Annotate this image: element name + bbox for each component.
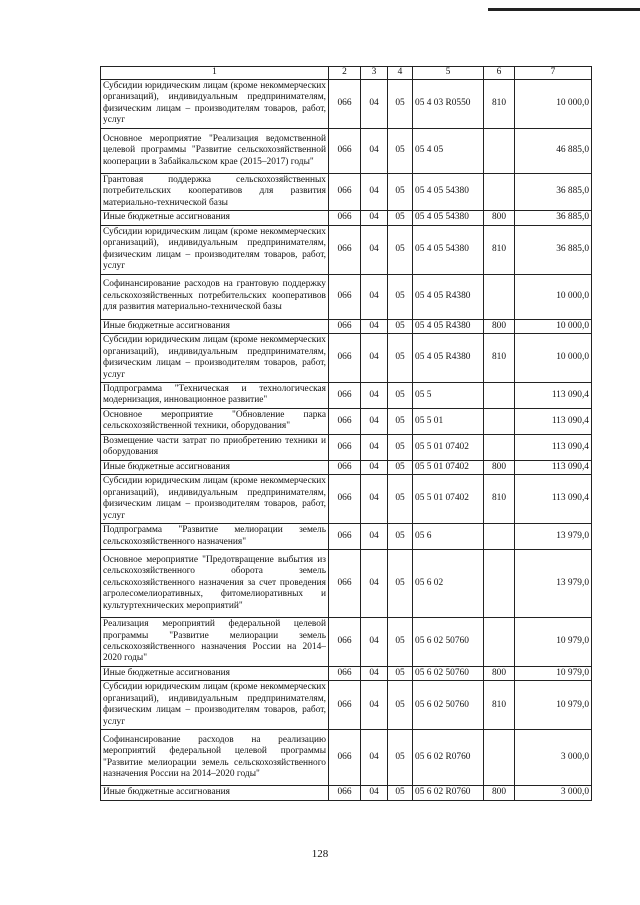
table-cell-section: 04	[361, 319, 388, 333]
table-cell-subsection: 05	[388, 618, 413, 667]
table-cell-subsection: 05	[388, 786, 413, 800]
table-cell-name: Основное мероприятие "Реализация ведомственной целевой программы "Развитие сельскохозяйственной кооперации в Забайкальском крае (2015–2017) годы"	[101, 128, 329, 173]
table-cell-name: Субсидии юридическим лицам (кроме некоммерческих организаций), индивидуальным предпринимателям, физическим лицам – производителям товаров, работ, услуг	[101, 681, 329, 730]
table-cell-expense-type: 800	[484, 460, 515, 474]
table-cell-ministry: 066	[329, 173, 361, 210]
table-cell-target-article: 05 5 01 07402	[413, 434, 484, 460]
table-row	[101, 475, 592, 524]
table-cell-subsection: 05	[388, 550, 413, 618]
table-row	[101, 382, 592, 408]
table-cell-ministry: 066	[329, 666, 361, 680]
table-cell-amount: 10 000,0	[515, 274, 592, 319]
table-cell-name: Подпрограмма "Развитие мелиорации земель сельскохозяйственного назначения"	[101, 524, 329, 550]
table-cell-name: Реализация мероприятий федеральной целевой программы "Развитие мелиорации земель сельскохозяйственного назначения России на 2014–2020 годы"	[101, 618, 329, 667]
table-cell-expense-type: 810	[484, 80, 515, 129]
table-cell-target-article: 05 6 02 50760	[413, 681, 484, 730]
table-cell-ministry: 066	[329, 408, 361, 434]
table-cell-target-article: 05 4 05	[413, 128, 484, 173]
table-cell-subsection: 05	[388, 128, 413, 173]
table-cell-ministry: 066	[329, 524, 361, 550]
table-cell-target-article: 05 6 02	[413, 550, 484, 618]
table-cell-amount: 13 979,0	[515, 550, 592, 618]
table-cell-section: 04	[361, 173, 388, 210]
table-cell-name: Подпрограмма "Техническая и технологическая модернизация, инновационное развитие"	[101, 382, 329, 408]
table-cell-ministry: 066	[329, 334, 361, 383]
table-cell-subsection: 05	[388, 225, 413, 274]
table-cell-section: 04	[361, 681, 388, 730]
header-col-3: 3	[361, 67, 388, 80]
table-row	[101, 434, 592, 460]
table-cell-name: Субсидии юридическим лицам (кроме некоммерческих организаций), индивидуальным предпринимателям, физическим лицам – производителям товаров, работ, услуг	[101, 334, 329, 383]
table-cell-amount: 36 885,0	[515, 225, 592, 274]
table-cell-amount: 113 090,4	[515, 408, 592, 434]
table-row	[101, 524, 592, 550]
table-cell-name: Иные бюджетные ассигнования	[101, 319, 329, 333]
table-cell-ministry: 066	[329, 460, 361, 474]
table-cell-target-article: 05 5 01 07402	[413, 475, 484, 524]
table-cell-amount: 36 885,0	[515, 211, 592, 225]
table-cell-target-article: 05 6 02 R0760	[413, 730, 484, 786]
header-col-2: 2	[329, 67, 361, 80]
table-cell-subsection: 05	[388, 408, 413, 434]
table-cell-subsection: 05	[388, 730, 413, 786]
table-cell-amount: 10 979,0	[515, 618, 592, 667]
table-cell-amount: 113 090,4	[515, 434, 592, 460]
table-cell-name: Возмещение части затрат по приобретению техники и оборудования	[101, 434, 329, 460]
table-cell-amount: 10 000,0	[515, 334, 592, 383]
table-cell-section: 04	[361, 334, 388, 383]
table-cell-expense-type	[484, 408, 515, 434]
table-cell-ministry: 066	[329, 211, 361, 225]
table-cell-name: Основное мероприятие "Обновление парка сельскохозяйственной техники, оборудования"	[101, 408, 329, 434]
header-col-1: 1	[101, 67, 329, 80]
table-cell-expense-type	[484, 173, 515, 210]
table-cell-target-article: 05 4 05 54380	[413, 173, 484, 210]
table-cell-section: 04	[361, 730, 388, 786]
table-cell-section: 04	[361, 225, 388, 274]
table-cell-expense-type: 810	[484, 681, 515, 730]
table-cell-name: Иные бюджетные ассигнования	[101, 211, 329, 225]
table-cell-subsection: 05	[388, 173, 413, 210]
table-cell-subsection: 05	[388, 382, 413, 408]
table-cell-amount: 36 885,0	[515, 173, 592, 210]
table-cell-target-article: 05 5	[413, 382, 484, 408]
table-cell-expense-type: 800	[484, 211, 515, 225]
table-cell-expense-type: 810	[484, 475, 515, 524]
budget-table	[100, 66, 592, 801]
table-cell-expense-type: 810	[484, 334, 515, 383]
table-cell-target-article: 05 6 02 50760	[413, 618, 484, 667]
table-row	[101, 334, 592, 383]
table-cell-amount: 10 979,0	[515, 666, 592, 680]
table-cell-ministry: 066	[329, 319, 361, 333]
table-cell-target-article: 05 4 05 R4380	[413, 334, 484, 383]
table-cell-expense-type	[484, 618, 515, 667]
table-cell-section: 04	[361, 460, 388, 474]
table-cell-section: 04	[361, 550, 388, 618]
table-cell-subsection: 05	[388, 524, 413, 550]
table-cell-expense-type	[484, 550, 515, 618]
top-rule	[488, 8, 640, 11]
table-cell-ministry: 066	[329, 128, 361, 173]
table-cell-amount: 10 979,0	[515, 681, 592, 730]
table-cell-amount: 10 000,0	[515, 319, 592, 333]
table-cell-section: 04	[361, 434, 388, 460]
table-cell-target-article: 05 6	[413, 524, 484, 550]
table-row	[101, 786, 592, 800]
table-cell-subsection: 05	[388, 80, 413, 129]
table-cell-name: Софинансирование расходов на реализацию мероприятий федеральной целевой программы "Развитие мелиорации земель сельскохозяйственного назначения России на 2014–2020 годы"	[101, 730, 329, 786]
table-row	[101, 408, 592, 434]
table-cell-expense-type: 800	[484, 666, 515, 680]
table-cell-name: Софинансирование расходов на грантовую поддержку сельскохозяйственных потребительских кооперативов для развития материально-технической базы	[101, 274, 329, 319]
table-row	[101, 550, 592, 618]
table-cell-expense-type	[484, 128, 515, 173]
table-cell-expense-type: 810	[484, 225, 515, 274]
table-cell-amount: 3 000,0	[515, 786, 592, 800]
table-cell-expense-type	[484, 730, 515, 786]
table-cell-ministry: 066	[329, 274, 361, 319]
table-cell-subsection: 05	[388, 666, 413, 680]
table-cell-section: 04	[361, 408, 388, 434]
header-col-7: 7	[515, 67, 592, 80]
table-cell-expense-type	[484, 274, 515, 319]
table-cell-ministry: 066	[329, 730, 361, 786]
table-cell-section: 04	[361, 274, 388, 319]
table-cell-target-article: 05 4 05 R4380	[413, 319, 484, 333]
page-number: 128	[311, 848, 329, 860]
table-cell-ministry: 066	[329, 681, 361, 730]
table-cell-ministry: 066	[329, 475, 361, 524]
table-cell-expense-type: 800	[484, 786, 515, 800]
table-cell-ministry: 066	[329, 80, 361, 129]
table-cell-target-article: 05 4 05 R4380	[413, 274, 484, 319]
table-cell-section: 04	[361, 382, 388, 408]
table-row	[101, 666, 592, 680]
table-row	[101, 319, 592, 333]
table-row	[101, 211, 592, 225]
table-cell-ministry: 066	[329, 434, 361, 460]
table-row	[101, 128, 592, 173]
table-row	[101, 225, 592, 274]
table-cell-amount: 46 885,0	[515, 128, 592, 173]
table-cell-target-article: 05 4 05 54380	[413, 225, 484, 274]
table-row	[101, 274, 592, 319]
header-col-4: 4	[388, 67, 413, 80]
table-cell-expense-type	[484, 434, 515, 460]
table-cell-amount: 13 979,0	[515, 524, 592, 550]
table-cell-section: 04	[361, 618, 388, 667]
table-cell-section: 04	[361, 475, 388, 524]
table-cell-name: Субсидии юридическим лицам (кроме некоммерческих организаций), индивидуальным предпринимателям, физическим лицам – производителям товаров, работ, услуг	[101, 225, 329, 274]
table-row	[101, 618, 592, 667]
table-cell-name: Субсидии юридическим лицам (кроме некоммерческих организаций), индивидуальным предпринимателям, физическим лицам – производителям товаров, работ, услуг	[101, 475, 329, 524]
table-cell-subsection: 05	[388, 434, 413, 460]
table-cell-ministry: 066	[329, 786, 361, 800]
table-cell-target-article: 05 6 02 50760	[413, 666, 484, 680]
table-cell-section: 04	[361, 211, 388, 225]
table-body	[101, 80, 592, 801]
table-cell-subsection: 05	[388, 681, 413, 730]
table-cell-section: 04	[361, 786, 388, 800]
table-cell-target-article: 05 4 05 54380	[413, 211, 484, 225]
table-row	[101, 460, 592, 474]
table-cell-name: Субсидии юридическим лицам (кроме некоммерческих организаций), индивидуальным предпринимателям, физическим лицам – производителям товаров, работ, услуг	[101, 80, 329, 129]
table-cell-subsection: 05	[388, 334, 413, 383]
table-cell-amount: 3 000,0	[515, 730, 592, 786]
table-cell-section: 04	[361, 524, 388, 550]
table-cell-expense-type	[484, 524, 515, 550]
table-cell-subsection: 05	[388, 211, 413, 225]
table-cell-amount: 113 090,4	[515, 460, 592, 474]
table-header-row	[101, 67, 592, 80]
table-cell-target-article: 05 4 03 R0550	[413, 80, 484, 129]
table-cell-subsection: 05	[388, 319, 413, 333]
table-cell-name: Иные бюджетные ассигнования	[101, 460, 329, 474]
table-cell-amount: 113 090,4	[515, 382, 592, 408]
table-cell-section: 04	[361, 80, 388, 129]
table-cell-name: Основное мероприятие "Предотвращение выбытия из сельскохозяйственного оборота земель сельскохозяйственного назначения за счет проведения агролесомелиоративных, фитомелиоративных и культуртехнических мероприятий"	[101, 550, 329, 618]
table-cell-name: Иные бюджетные ассигнования	[101, 666, 329, 680]
table-cell-subsection: 05	[388, 475, 413, 524]
table-cell-subsection: 05	[388, 274, 413, 319]
table-cell-amount: 113 090,4	[515, 475, 592, 524]
table-cell-expense-type	[484, 382, 515, 408]
table-cell-target-article: 05 6 02 R0760	[413, 786, 484, 800]
table-cell-subsection: 05	[388, 460, 413, 474]
table-cell-ministry: 066	[329, 550, 361, 618]
table-row	[101, 681, 592, 730]
table-cell-section: 04	[361, 128, 388, 173]
table-cell-expense-type: 800	[484, 319, 515, 333]
header-col-6: 6	[484, 67, 515, 80]
header-col-5: 5	[413, 67, 484, 80]
table-cell-target-article: 05 5 01 07402	[413, 460, 484, 474]
table-row	[101, 80, 592, 129]
table-cell-ministry: 066	[329, 618, 361, 667]
table-row	[101, 173, 592, 210]
table-cell-name: Грантовая поддержка сельскохозяйственных потребительских кооперативов для развития материально-технической базы	[101, 173, 329, 210]
table-cell-amount: 10 000,0	[515, 80, 592, 129]
table-cell-section: 04	[361, 666, 388, 680]
table-cell-target-article: 05 5 01	[413, 408, 484, 434]
table-row	[101, 730, 592, 786]
table-cell-ministry: 066	[329, 225, 361, 274]
table-cell-name: Иные бюджетные ассигнования	[101, 786, 329, 800]
table-cell-ministry: 066	[329, 382, 361, 408]
